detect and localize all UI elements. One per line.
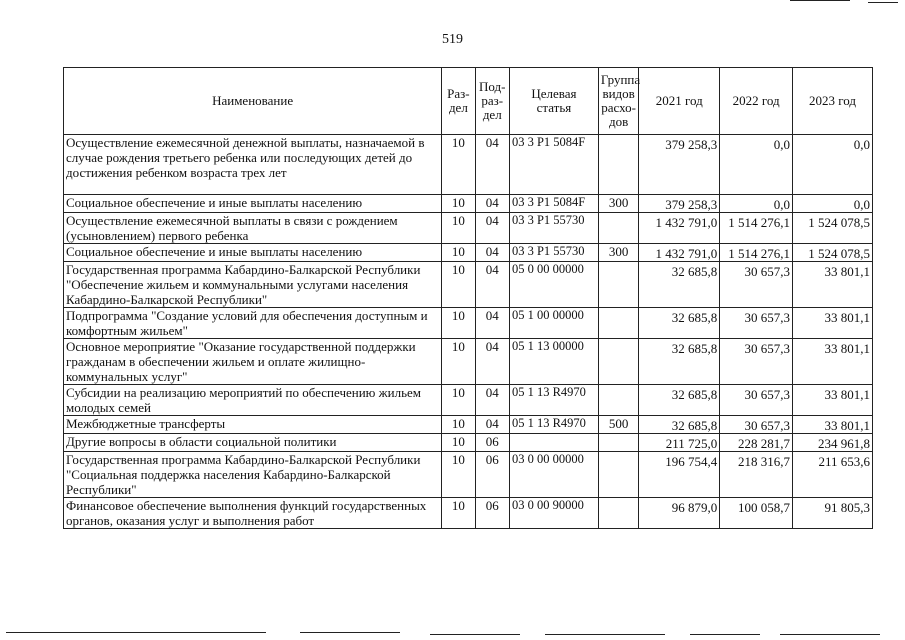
row-value-2022 (720, 434, 793, 452)
row-target-item: 03 3 P1 5084F (509, 195, 598, 213)
row-value-2022-text: 30 657,3 (744, 310, 791, 325)
row-expense-group (598, 385, 638, 416)
row-value-2021-text: 379 258,3 (665, 137, 718, 152)
footer-rule (6, 632, 266, 633)
row-value-2022-text: 30 657,3 (744, 387, 791, 402)
row-section: 10 (442, 452, 475, 498)
row-subsection: 06 (475, 498, 509, 529)
table-row (64, 434, 873, 452)
row-subsection: 06 (475, 434, 509, 452)
header-name: Наименование (64, 68, 442, 135)
row-name: Осуществление ежемесячной денежной выплаты, назначаемой в случае рождения третьего ребенка или последующих детей до достижения ребенком возраста трех лет (64, 135, 442, 195)
row-subsection: 04 (475, 339, 509, 385)
header-2021: 2021 год (639, 68, 720, 135)
row-value-2022 (720, 339, 793, 385)
row-name: Социальное обеспечение и иные выплаты населению (64, 244, 442, 262)
row-expense-group: 500 (598, 416, 638, 434)
row-value-2021-text: 1 432 791,0 (655, 215, 718, 230)
row-expense-group (598, 498, 638, 529)
row-subsection: 06 (475, 452, 509, 498)
row-value-2021-text: 1 432 791,0 (655, 246, 718, 261)
row-value-2022-text: 1 514 276,1 (728, 215, 791, 230)
row-expense-group (598, 262, 638, 308)
row-value-2022 (720, 498, 793, 529)
row-value-2021-text: 379 258,3 (665, 197, 718, 212)
row-section: 10 (442, 262, 475, 308)
row-value-2022-text: 0,0 (773, 137, 791, 152)
row-value-2023-text: 91 805,3 (824, 500, 870, 515)
header-2023: 2023 год (793, 68, 873, 135)
row-subsection: 04 (475, 135, 509, 195)
row-target-item: 05 1 13 00000 (509, 339, 598, 385)
row-value-2021-text: 32 685,8 (671, 310, 718, 325)
row-value-2022-text: 100 058,7 (738, 500, 791, 515)
row-subsection: 04 (475, 416, 509, 434)
table-row (64, 339, 873, 385)
row-section: 10 (442, 434, 475, 452)
row-value-2021-text: 211 725,0 (665, 436, 718, 451)
table-row (64, 213, 873, 244)
row-expense-group (598, 213, 638, 244)
header-target-item: Целевая статья (509, 68, 598, 135)
row-section: 10 (442, 498, 475, 529)
row-expense-group (598, 308, 638, 339)
row-value-2023-text: 1 524 078,5 (808, 215, 870, 230)
row-value-2023 (793, 416, 873, 434)
row-value-2021-text: 196 754,4 (665, 454, 718, 469)
row-name: Государственная программа Кабардино-Балкарской Республики "Обеспечение жильем и коммунальными услугами населения Кабардино-Балкарской Республики" (64, 262, 442, 308)
footer-rule (690, 634, 760, 635)
row-expense-group (598, 434, 638, 452)
row-value-2021-text: 32 685,8 (671, 341, 718, 356)
row-value-2023-text: 234 961,8 (818, 436, 870, 451)
row-expense-group (598, 135, 638, 195)
row-value-2023 (793, 498, 873, 529)
row-value-2021 (639, 213, 720, 244)
row-value-2022 (720, 308, 793, 339)
row-name: Другие вопросы в области социальной политики (64, 434, 442, 452)
header-subsection: Под- раз- дел (475, 68, 509, 135)
footer-rule (300, 632, 400, 633)
table-row (64, 416, 873, 434)
row-value-2023-text: 211 653,6 (818, 454, 870, 469)
row-value-2021 (639, 195, 720, 213)
row-section: 10 (442, 244, 475, 262)
header-section: Раз- дел (442, 68, 475, 135)
row-value-2021 (639, 385, 720, 416)
table-row (64, 244, 873, 262)
row-target-item: 03 3 P1 55730 (509, 213, 598, 244)
row-value-2022-text: 30 657,3 (744, 341, 791, 356)
row-value-2023 (793, 135, 873, 195)
table-row (64, 195, 873, 213)
header-rule (790, 0, 850, 1)
footer-rule (430, 634, 520, 635)
row-name: Подпрограмма "Создание условий для обеспечения доступным и комфортным жильем" (64, 308, 442, 339)
row-name: Субсидии на реализацию мероприятий по обеспечению жильем молодых семей (64, 385, 442, 416)
row-value-2022-text: 228 281,7 (738, 436, 791, 451)
row-section: 10 (442, 339, 475, 385)
table-row (64, 498, 873, 529)
row-subsection: 04 (475, 262, 509, 308)
row-value-2023-text: 33 801,1 (824, 264, 870, 279)
row-name: Основное мероприятие "Оказание государственной поддержки гражданам в обеспечении жильем и оплате жилищно-коммунальных услуг" (64, 339, 442, 385)
row-value-2023 (793, 339, 873, 385)
row-value-2022-text: 0,0 (773, 197, 791, 212)
row-value-2021 (639, 262, 720, 308)
row-value-2021-text: 96 879,0 (671, 500, 718, 515)
header-expense-group: Группа видов расхо- дов (598, 68, 638, 135)
row-value-2023-text: 0,0 (853, 137, 870, 152)
row-value-2022 (720, 452, 793, 498)
row-target-item (509, 434, 598, 452)
footer-rule (780, 634, 880, 635)
row-value-2023-text: 33 801,1 (824, 341, 870, 356)
header-2022: 2022 год (720, 68, 793, 135)
row-value-2023 (793, 452, 873, 498)
row-value-2023-text: 33 801,1 (824, 418, 870, 433)
row-value-2022 (720, 385, 793, 416)
row-target-item: 05 1 13 R4970 (509, 416, 598, 434)
table-body (64, 135, 873, 529)
row-target-item: 03 3 P1 55730 (509, 244, 598, 262)
row-section: 10 (442, 135, 475, 195)
row-expense-group: 300 (598, 244, 638, 262)
row-value-2021 (639, 416, 720, 434)
row-value-2023 (793, 434, 873, 452)
row-value-2021 (639, 498, 720, 529)
row-value-2023-text: 1 524 078,5 (808, 246, 870, 261)
row-value-2023 (793, 195, 873, 213)
header-rule (868, 2, 898, 3)
row-expense-group (598, 452, 638, 498)
row-value-2022-text: 30 657,3 (744, 264, 791, 279)
table-row (64, 452, 873, 498)
row-value-2022 (720, 244, 793, 262)
row-target-item: 05 0 00 00000 (509, 262, 598, 308)
row-section: 10 (442, 416, 475, 434)
row-value-2022 (720, 213, 793, 244)
row-subsection: 04 (475, 308, 509, 339)
row-value-2021-text: 32 685,8 (671, 418, 718, 433)
row-expense-group: 300 (598, 195, 638, 213)
row-target-item: 03 0 00 90000 (509, 498, 598, 529)
row-value-2023-text: 33 801,1 (824, 310, 870, 325)
row-value-2023-text: 0,0 (853, 197, 870, 212)
row-subsection: 04 (475, 195, 509, 213)
row-value-2021 (639, 339, 720, 385)
row-value-2021 (639, 244, 720, 262)
table-row (64, 135, 873, 195)
row-value-2021 (639, 135, 720, 195)
table-row (64, 262, 873, 308)
row-name: Финансовое обеспечение выполнения функций государственных органов, оказания услуг и выполнения работ (64, 498, 442, 529)
row-value-2021 (639, 434, 720, 452)
row-value-2023 (793, 213, 873, 244)
row-value-2022 (720, 195, 793, 213)
row-value-2022 (720, 262, 793, 308)
row-subsection: 04 (475, 385, 509, 416)
header-row (64, 68, 873, 135)
row-name: Социальное обеспечение и иные выплаты населению (64, 195, 442, 213)
row-name: Осуществление ежемесячной выплаты в связи с рождением (усыновлением) первого ребенка (64, 213, 442, 244)
row-value-2022-text: 1 514 276,1 (728, 246, 791, 261)
row-subsection: 04 (475, 213, 509, 244)
row-target-item: 05 1 13 R4970 (509, 385, 598, 416)
row-section: 10 (442, 213, 475, 244)
row-value-2021-text: 32 685,8 (671, 264, 718, 279)
table-row (64, 385, 873, 416)
page-number: 519 (442, 32, 463, 47)
row-value-2023 (793, 308, 873, 339)
footer-rule (545, 634, 665, 635)
row-value-2023 (793, 244, 873, 262)
row-target-item: 03 0 00 00000 (509, 452, 598, 498)
row-subsection: 04 (475, 244, 509, 262)
budget-table (63, 67, 873, 529)
row-value-2022-text: 30 657,3 (744, 418, 791, 433)
row-value-2021 (639, 308, 720, 339)
row-value-2021-text: 32 685,8 (671, 387, 718, 402)
row-section: 10 (442, 385, 475, 416)
row-value-2023 (793, 385, 873, 416)
row-section: 10 (442, 308, 475, 339)
row-value-2023-text: 33 801,1 (824, 387, 870, 402)
row-value-2021 (639, 452, 720, 498)
row-expense-group (598, 339, 638, 385)
row-name: Государственная программа Кабардино-Балкарской Республики "Социальная поддержка населения Кабардино-Балкарской Республики" (64, 452, 442, 498)
row-name: Межбюджетные трансферты (64, 416, 442, 434)
row-section: 10 (442, 195, 475, 213)
row-target-item: 05 1 00 00000 (509, 308, 598, 339)
row-target-item: 03 3 P1 5084F (509, 135, 598, 195)
row-value-2022-text: 218 316,7 (738, 454, 791, 469)
table-row (64, 308, 873, 339)
row-value-2022 (720, 135, 793, 195)
row-value-2022 (720, 416, 793, 434)
row-value-2023 (793, 262, 873, 308)
